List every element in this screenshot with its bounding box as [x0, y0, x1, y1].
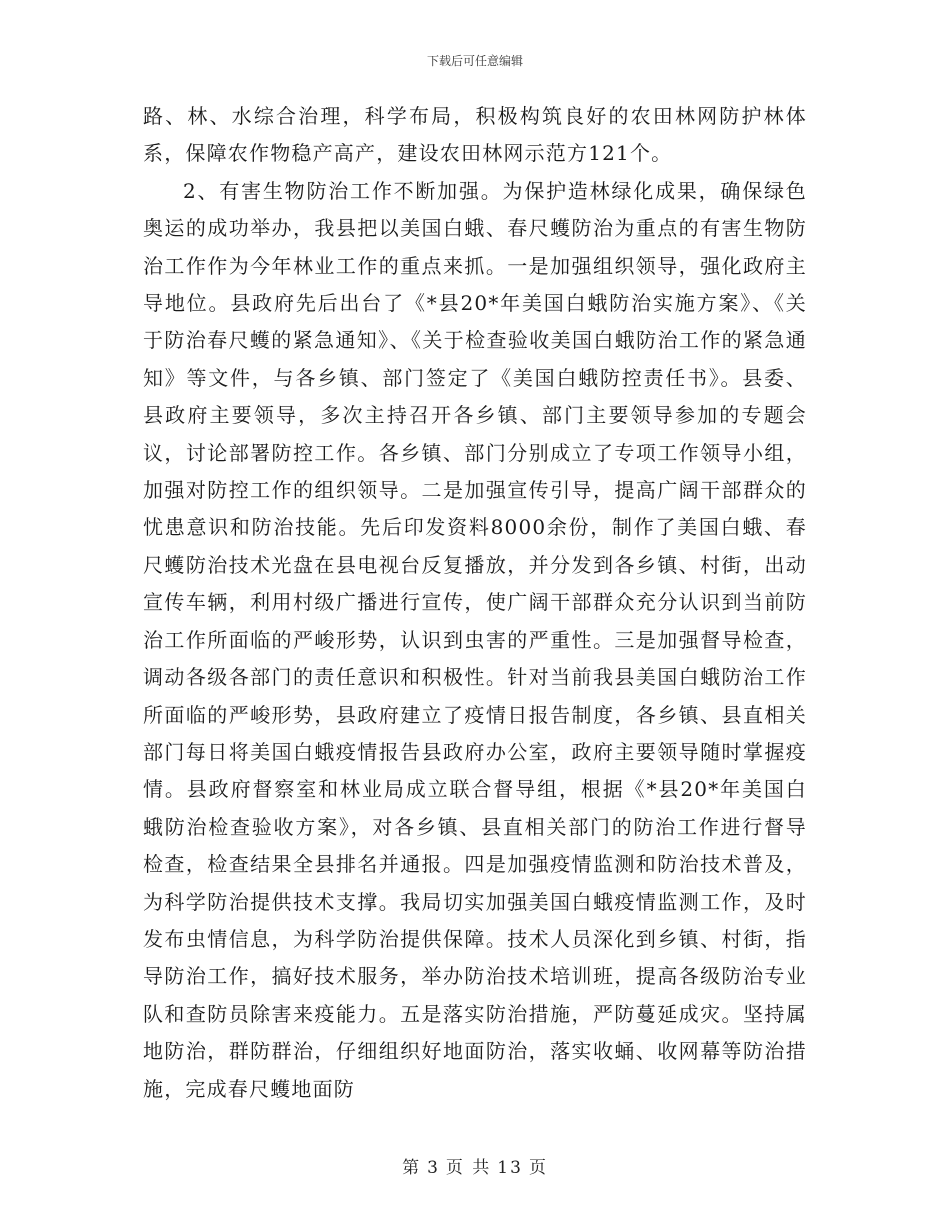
footer-total-pages: 13	[497, 1158, 523, 1178]
body-text	[143, 98, 807, 1108]
footer-prefix: 第	[402, 1158, 422, 1178]
header-note: 下载后可任意编辑	[426, 54, 523, 68]
footer-middle: 页 共	[445, 1158, 492, 1178]
paragraph-1: 路、林、水综合治理，科学布局，积极构筑良好的农田林网防护林体系，保障农作物稳产高产，建设农田林网示范方121个。	[143, 104, 807, 166]
footer-current-page: 3	[427, 1158, 440, 1178]
page-footer	[0, 1153, 950, 1178]
footer-suffix: 页	[528, 1158, 548, 1178]
paragraph-2: 2、有害生物防治工作不断加强。为保护造林绿化成果，确保绿色奥运的成功举办，我县把以美国白蛾、春尺蠖防治为重点的有害生物防治工作作为今年林业工作的重点来抓。一是加强组织领导，强化政府主导地位。县政府先后出台了《*县20*年美国白蛾防治实施方案》、《关于防治春尺蠖的紧急通知》、《关于检查验收美国白蛾防治工作的紧急通知》等文件，与各乡镇、部门签定了《美国白蛾防控责任书》。县委、县政府主要领导，多次主持召开各乡镇、部门主要领导参加的专题会议，讨论部署防控工作。各乡镇、部门分别成立了专项工作领导小组，加强对防控工作的组织领导。二是加强宣传引导，提高广阔干部群众的忧患意识和防治技能。先后印发资料8000余份，制作了美国白蛾、春尺蠖防治技术光盘在县电视台反复播放，并分发到各乡镇、村街，出动宣传车辆，利用村级广播进行宣传，使广阔干部群众充分认识到当前防治工作所面临的严峻形势，认识到虫害的严重性。三是加强督导检查，调动各级各部门的责任意识和积极性。针对当前我县美国白蛾防治工作所面临的严峻形势，县政府建立了疫情日报告制度，各乡镇、县直相关部门每日将美国白蛾疫情报告县政府办公室，政府主要领导随时掌握疫情。县政府督察室和林业局成立联合督导组，根据《*县20*年美国白蛾防治检查验收方案》，对各乡镇、县直相关部门的防治工作进行督导检查，检查结果全县排名并通报。四是加强疫情监测和防治技术普及，为科学防治提供技术支撑。我局切实加强美国白蛾疫情监测工作，及时发布虫情信息，为科学防治提供保障。技术人员深化到乡镇、村街，指导防治工作，搞好技术服务，举办防治技术培训班，提高各级防治专业队和查防员除害来疫能力。五是落实防治措施，严防蔓延成灾。坚持属地防治，群防群治，仔细组织好地面防治，落实收蛹、收网幕等防治措施，完成春尺蠖地面防	[143, 178, 807, 1101]
